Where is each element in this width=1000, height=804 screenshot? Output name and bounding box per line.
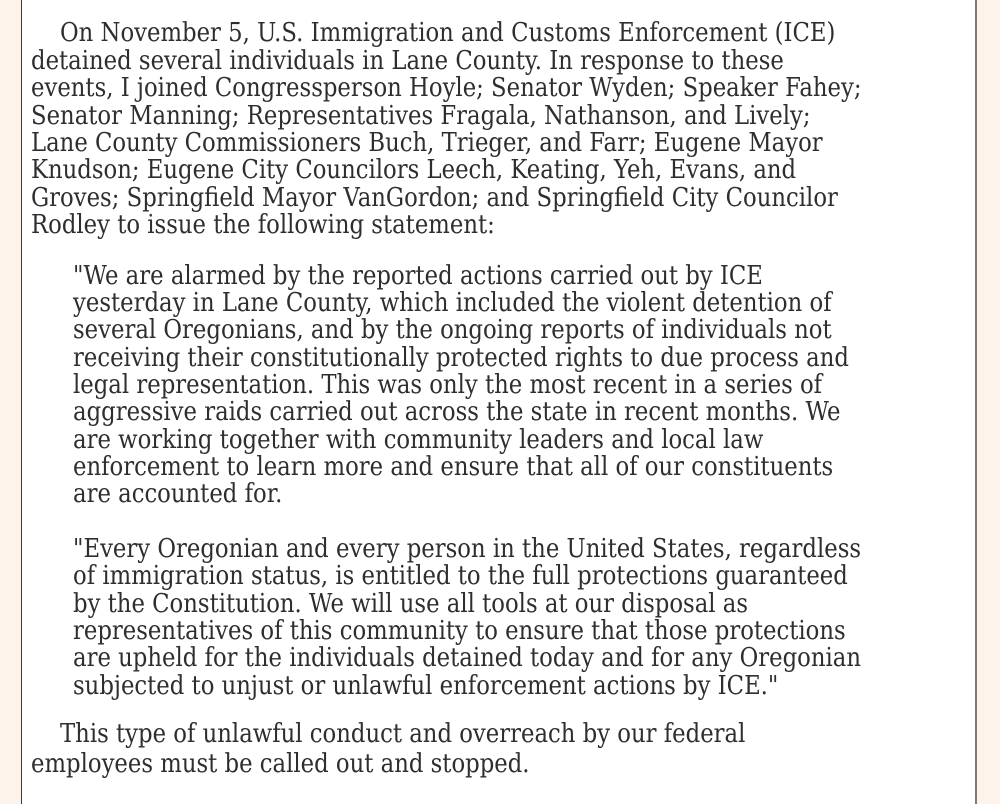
text-line: events, I joined Congressperson Hoyle; Senator Wyden; Speaker Fahey; bbox=[31, 73, 862, 103]
text-line: aggressive raids carried out across the state in recent months. We bbox=[73, 397, 841, 427]
text-line: representatives of this community to ensure that those protections bbox=[73, 616, 846, 646]
text-line: are upheld for the individuals detained today and for any Oregonian bbox=[73, 643, 862, 673]
text-line: enforcement to learn more and ensure that all of our constituents bbox=[73, 452, 834, 482]
text-line: Groves; Springfield Mayor VanGordon; and Springfield City Councilor bbox=[31, 183, 838, 213]
text-line: of immigration status, is entitled to the full protections guaranteed bbox=[73, 561, 848, 591]
text-line: Rodley to issue the following statement: bbox=[31, 210, 495, 240]
text-line: are working together with community leaders and local law bbox=[73, 425, 764, 455]
text-line: Senator Manning; Representatives Fragala, Nathanson, and Lively; bbox=[31, 101, 811, 131]
text-line: employees must be called out and stopped. bbox=[31, 749, 530, 779]
text-line: Lane County Commissioners Buch, Trieger, and Farr; Eugene Mayor bbox=[31, 128, 823, 158]
text-line: receiving their constitutionally protected rights to due process and bbox=[73, 343, 849, 373]
text-line: This type of unlawful conduct and overreach by our federal bbox=[60, 719, 746, 749]
text-line: by the Constitution. We will use all tools at our disposal as bbox=[73, 589, 749, 619]
text-line: legal representation. This was only the most recent in a series of bbox=[73, 370, 823, 400]
text-line: "We are alarmed by the reported actions carried out by ICE bbox=[73, 261, 763, 291]
text-line: are accounted for. bbox=[73, 479, 283, 509]
text-line: "Every Oregonian and every person in the United States, regardless bbox=[73, 534, 862, 564]
text-line: several Oregonians, and by the ongoing reports of individuals not bbox=[73, 315, 832, 345]
text-line: yesterday in Lane County, which included the violent detention of bbox=[73, 288, 832, 318]
text-line: Knudson; Eugene City Councilors Leech, Keating, Yeh, Evans, and bbox=[31, 155, 797, 185]
text-line: On November 5, U.S. Immigration and Customs Enforcement (ICE) bbox=[60, 18, 836, 48]
text-line: detained several individuals in Lane County. In response to these bbox=[31, 46, 784, 76]
text-line: subjected to unjust or unlawful enforcement actions by ICE." bbox=[73, 671, 779, 701]
